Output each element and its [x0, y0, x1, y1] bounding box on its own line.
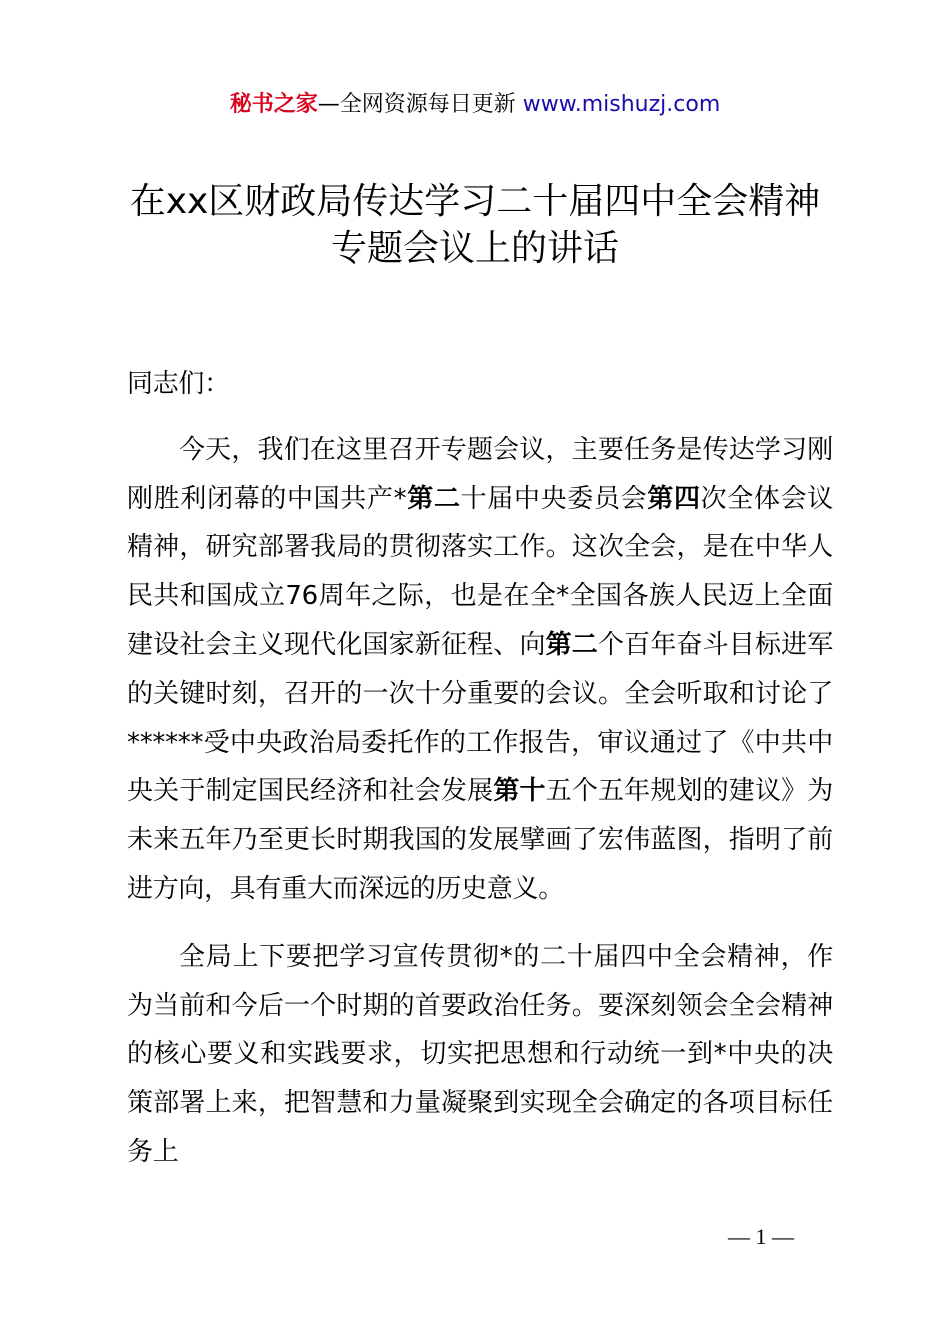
text-run: 个百年奋斗目标进军的关键时刻，召开的一次十分重要的会议。全会听取和讨论了******受中央政治局委托作的工作报告，审议通过了《中共中央关于制定国民经济和社会发展 [127, 629, 834, 807]
text-run: 次全体会议精神，研究部署我局的贯彻落实工作。这次全会，是在中华人民共和国成立76周年之际，也是在全*全国各族人民迈上全面建设社会主义现代化国家新征程、向 [127, 483, 833, 660]
site-brand: 秘书之家 [229, 92, 318, 117]
body-paragraph [127, 426, 833, 914]
text-run: 十届中央委员会 [460, 483, 648, 514]
site-tagline: —全网资源每日更新 [317, 92, 523, 117]
title-line-2: 专题会议上的讲话 [330, 228, 619, 269]
body-paragraph [127, 933, 833, 1177]
bold-text-run: 第四 [647, 483, 701, 514]
page-number: — 1 — [728, 1224, 794, 1249]
bold-text-run: 第二 [545, 629, 598, 660]
text-run: 全局上下要把学习宣传贯彻*的二十届四中全会精神，作为当前和今后一个时期的首要政治任务。要深刻领会全会精神的核心要义和实践要求，切实把思想和行动统一到*中央的决策部署上来，把智慧和力量凝聚到实现全会确定的各项目标任务上 [127, 941, 833, 1167]
bold-text-run: 第十 [493, 776, 546, 807]
site-url-link[interactable]: www.mishuzj.com [522, 92, 721, 117]
document-body [127, 360, 833, 1177]
bold-text-run: 第二 [406, 483, 461, 514]
document-title [60, 178, 890, 272]
text-run: 五个五年规划的建议》为未来五年乃至更长时期我国的发展擘画了宏伟蓝图，指明了前进方向，具有重大而深远的历史意义。 [127, 776, 834, 904]
paragraph-list [127, 426, 833, 1177]
site-header [0, 88, 950, 122]
text-run: 今天，我们在这里召开专题会议，主要任务是传达学习刚刚胜利闭幕的中国共产* [127, 434, 833, 514]
salutation: 同志们： [127, 369, 230, 399]
title-line-1: 在xx区财政局传达学习二十届四中全会精神 [129, 181, 821, 222]
